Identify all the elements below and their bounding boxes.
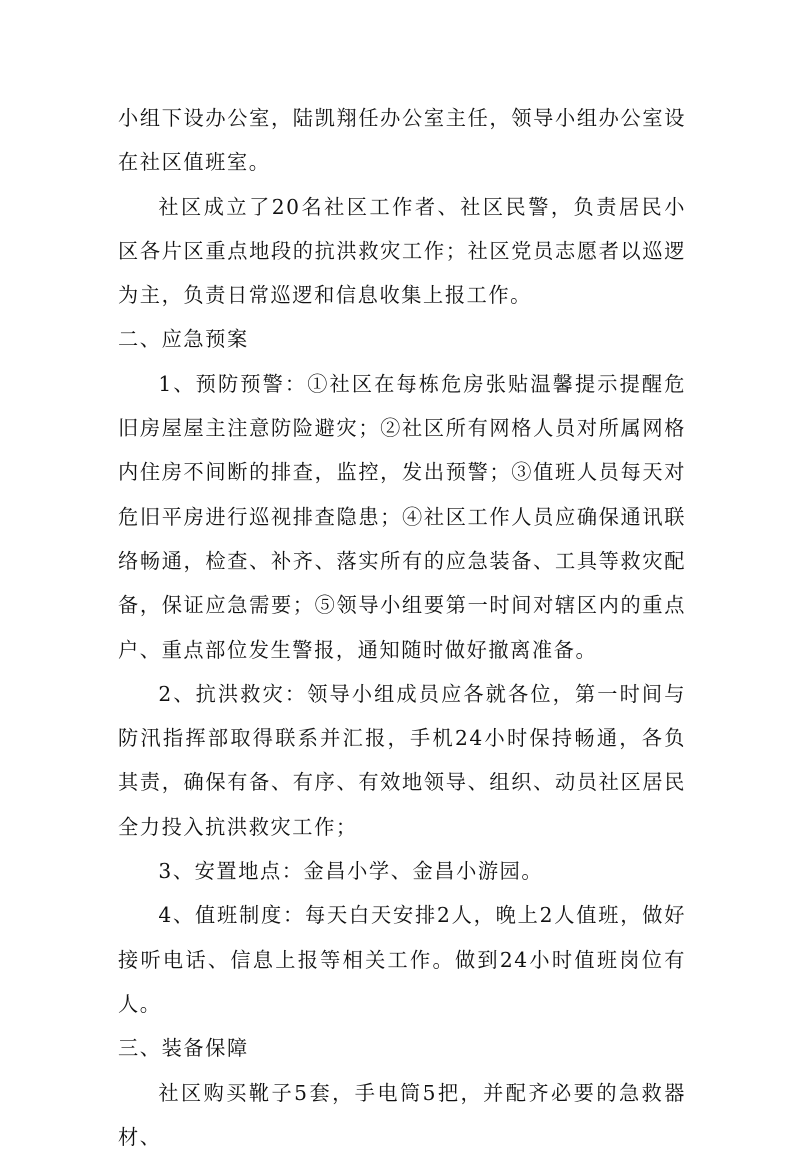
paragraph-prevention-warning: 1、预防预警：①社区在每栋危房张贴温馨提示提醒危旧房屋屋主注意防险避灾；②社区所有网格人员对所属网格内住房不间断的排查，监控，发出预警；③值班人员每天对危旧平房进行巡视排查隐患；④社区工作人员应确保通讯联络畅通，检查、补齐、落实所有的应急装备、工具等救灾配备，保证应急需要；⑤领导小组要第一时间对辖区内的重点户、重点部位发生警报，通知随时做好撤离准备。 — [118, 371, 686, 662]
paragraph-office-setup: 小组下设办公室，陆凯翔任办公室主任，领导小组办公室设在社区值班室。 — [118, 106, 686, 175]
document-body — [118, 96, 686, 1159]
paragraph-duty-system: 4、值班制度：每天白天安排2人，晚上2人值班，做好接听电话、信息上报等相关工作。做到24小时值班岗位有人。 — [118, 903, 686, 1016]
paragraph-equipment-purchase: 社区购买靴子5套，手电筒5把，并配齐必要的急救器材、 — [118, 1080, 686, 1149]
heading-emergency-plan: 二、应急预案 — [118, 327, 249, 352]
paragraph-flood-relief: 2、抗洪救灾：领导小组成员应各就各位，第一时间与防汛指挥部取得联系并汇报，手机24小时保持畅通，各负其责，确保有备、有序、有效地领导、组织、动员社区居民全力投入抗洪救灾工作； — [118, 681, 686, 839]
paragraph-resettlement-site: 3、安置地点：金昌小学、金昌小游园。 — [158, 859, 544, 884]
paragraph-community-staff: 社区成立了20名社区工作者、社区民警，负责居民小区各片区重点地段的抗洪救灾工作；社区党员志愿者以巡逻为主，负责日常巡逻和信息收集上报工作。 — [118, 194, 686, 308]
heading-equipment-support: 三、装备保障 — [118, 1036, 249, 1061]
